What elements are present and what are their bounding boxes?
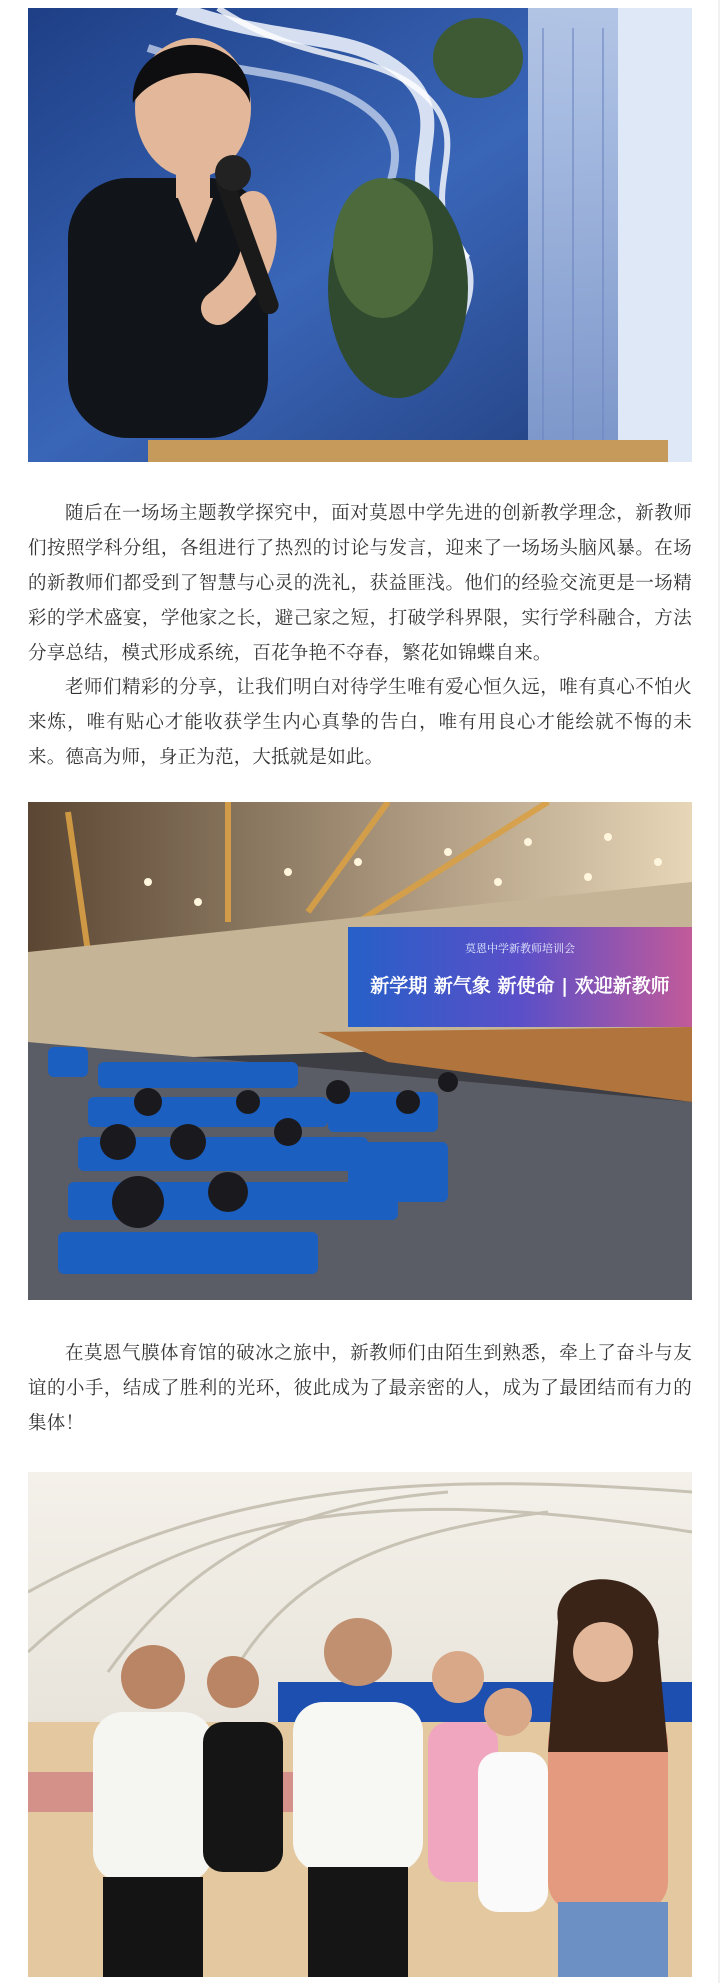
paragraph-sharing: 老师们精彩的分享，让我们明白对待学生唯有爱心恒久远，唯有真心不怕火来炼，唯有贴心才能收获学生内心真挚的告白，唯有用良心才能绘就不悔的未来。德高为师，身正为范，大抵就是如此。 xyxy=(28,677,692,768)
photo-gym-group-illustration xyxy=(28,1472,692,1977)
screen-small-title: 莫恩中学新教师培训会 xyxy=(465,942,575,955)
paragraph-discussion: 随后在一场场主题教学探究中，面对莫恩中学先进的创新教学理念，新教师们按照学科分组，各组进行了热烈的讨论与发言，迎来了一场场头脑风暴。在场的新教师们都受到了智慧与心灵的洗礼，获益匪浅。他们的经验交流更是一场精彩的学术盛宴，学他家之长，避己家之短，打破学科界限，实行学科融合，方法分享总结，模式形成系统，百花争艳不夺春，繁花如锦蝶自来。 xyxy=(28,503,692,664)
photo-auditorium-illustration xyxy=(28,802,692,1300)
photo-gym-group xyxy=(28,1472,692,1977)
photo-speaker xyxy=(28,8,692,462)
paragraph-icebreaking: 在莫恩气膜体育馆的破冰之旅中，新教师们由陌生到熟悉，牵上了奋斗与友谊的小手，结成了胜利的光环，彼此成为了最亲密的人，成为了最团结而有力的集体！ xyxy=(28,1343,692,1434)
photo-speaker-illustration xyxy=(28,8,692,462)
screen-main-title: 新学期 新气象 新使命 | 欢迎新教师 xyxy=(370,975,670,997)
photo-auditorium xyxy=(28,802,692,1300)
